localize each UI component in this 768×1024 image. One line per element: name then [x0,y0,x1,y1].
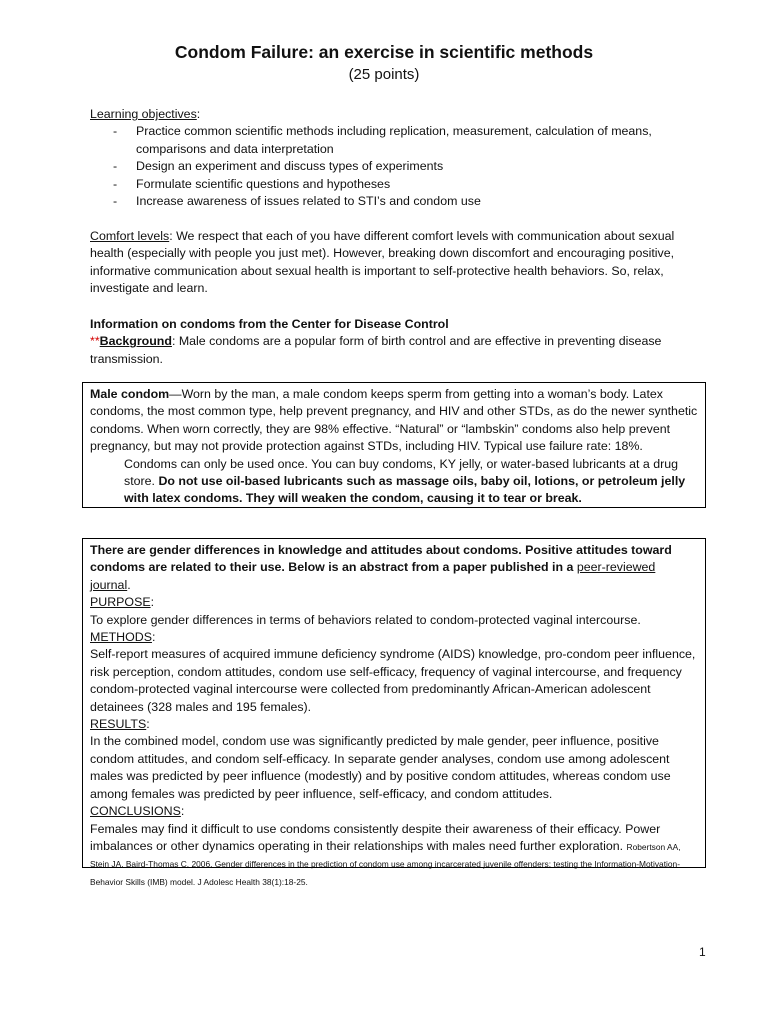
label-colon: : [151,630,156,645]
red-asterisks: ** [90,334,100,349]
comfort-levels-paragraph [90,228,708,298]
learning-objectives-heading: Learning objectives [90,107,197,121]
comfort-levels-label: Comfort levels [90,229,170,243]
objectives-list [90,123,710,210]
label-colon: : [150,595,155,610]
male-condom-term: Male condom [90,387,170,401]
background-text: : Male condoms are a popular form of birth control and are effective in preventing disease transmission. [90,334,662,366]
results-text: In the combined model, condom use was significantly predicted by male gender, peer influence, positive condom attitudes, and condom self-efficacy. In separate gender analyses, condom use among adolescent males was predicted by peer influence (modestly) and by positive condom attitudes, whereas condom use among females was predicted by peer influence, self-efficacy, and condom attitudes. [90,734,671,801]
bullet-dash: - [113,159,118,174]
list-item-text: Design an experiment and discuss types of experiments [136,159,444,174]
learning-objectives-heading-line [90,106,710,123]
list-item [90,176,710,193]
citation: Robertson AA, Stein JA, Baird-Thomas C. 2006. Gender differences in the prediction of condom use among incarcerated juvenile offenders: testing the Information-Motivation-Behavior Skills (IMB) model. J Adolesc Health 38(1):18-25. [90,841,681,887]
male-condom-box [82,382,706,508]
peer-reviewed-journal-text: peer-reviewed journal [90,560,656,592]
label-colon: : [146,717,150,732]
male-condom-paragraph [90,386,698,456]
background-label: Background [99,334,172,349]
list-item [90,158,710,175]
abstract-intro-text: There are gender differences in knowledge and attitudes about condoms. Positive attitudes toward condoms are related to their use. Below is an abstract from a paper published in a [90,543,672,575]
list-item-text: Formulate scientific questions and hypotheses [136,176,391,191]
background-paragraph [90,333,708,368]
list-item [90,123,710,158]
purpose-heading-line [90,594,698,611]
list-item [90,193,710,210]
results-label: RESULTS [90,717,147,732]
bullet-dash: - [113,194,118,209]
conclusions-heading-line [90,803,698,820]
results-heading-line [90,716,698,733]
page-title: Condom Failure: an exercise in scientific methods [174,42,594,62]
bullet-dash: - [113,176,118,191]
learning-objectives-section [90,106,710,210]
abstract-intro-end: . [127,577,131,592]
abstract-intro [90,542,698,594]
abstract-box [82,538,706,887]
list-item-text: Increase awareness of issues related to STI’s and condom use [136,194,481,209]
bullet-dash: - [113,124,118,139]
lubricant-warning: Do not use oil-based lubricants such as massage oils, baby oil, lotions, or petroleum jelly with latex condoms. They will weaken the condom, causing it to tear or break. [124,474,686,506]
condom-usage-paragraph [90,456,698,508]
methods-heading-line [90,629,698,646]
purpose-label: PURPOSE [90,595,151,610]
methods-text: Self-report measures of acquired immune deficiency syndrome (AIDS) knowledge, pro-condom peer influence, risk perception, condom attitudes, condom use self-efficacy, frequency of vaginal intercourse, and frequency condom-protected vaginal intercourse were collected from predominantly African-American adolescent detainees (328 males and 195 females). [90,647,696,714]
cdc-section [90,316,708,368]
conclusions-label: CONCLUSIONS [90,804,181,819]
list-item-text: Practice common scientific methods including replication, measurement, calculation of means, comparisons and data interpretation [136,124,652,156]
conclusions-text: Females may find it difficult to use condoms consistently despite their awareness of their efficacy. Power imbalances or other dynamics operating in their relationships with males need further exploration. [90,821,661,853]
conclusions-paragraph [90,821,698,891]
label-colon: : [180,804,185,819]
comfort-levels-text: : We respect that each of you have different comfort levels with communication about sexual health (especially with people you just met). However, breaking down discomfort and encouraging positive, informative communication about sexual health is important to self-protective health behaviors. So, relax, investigate and learn. [90,229,675,296]
page-subtitle: (25 points) [348,66,420,83]
methods-label: METHODS [90,630,152,645]
purpose-text: To explore gender differences in terms of behaviors related to condom-protected vaginal intercourse. [90,612,641,627]
condom-usage-text: Condoms can only be used once. You can buy condoms, KY jelly, or water-based lubricants at a drug store. [124,456,679,489]
cdc-heading: Information on condoms from the Center for Disease Control [90,317,449,331]
page-number: 1 [699,945,706,959]
heading-colon: : [196,107,201,121]
male-condom-text: —Worn by the man, a male condom keeps sperm from getting into a woman’s body. Latex condoms, the most common type, help prevent pregnancy, and HIV and other STDs, as do the newer synthetic condoms. When worn correctly, they are 98% effective. “Natural” or “lambskin” condoms also help prevent pregnancy, but may not provide protection against STDs, including HIV. Typical use failure rate: 18%. [90,387,698,454]
